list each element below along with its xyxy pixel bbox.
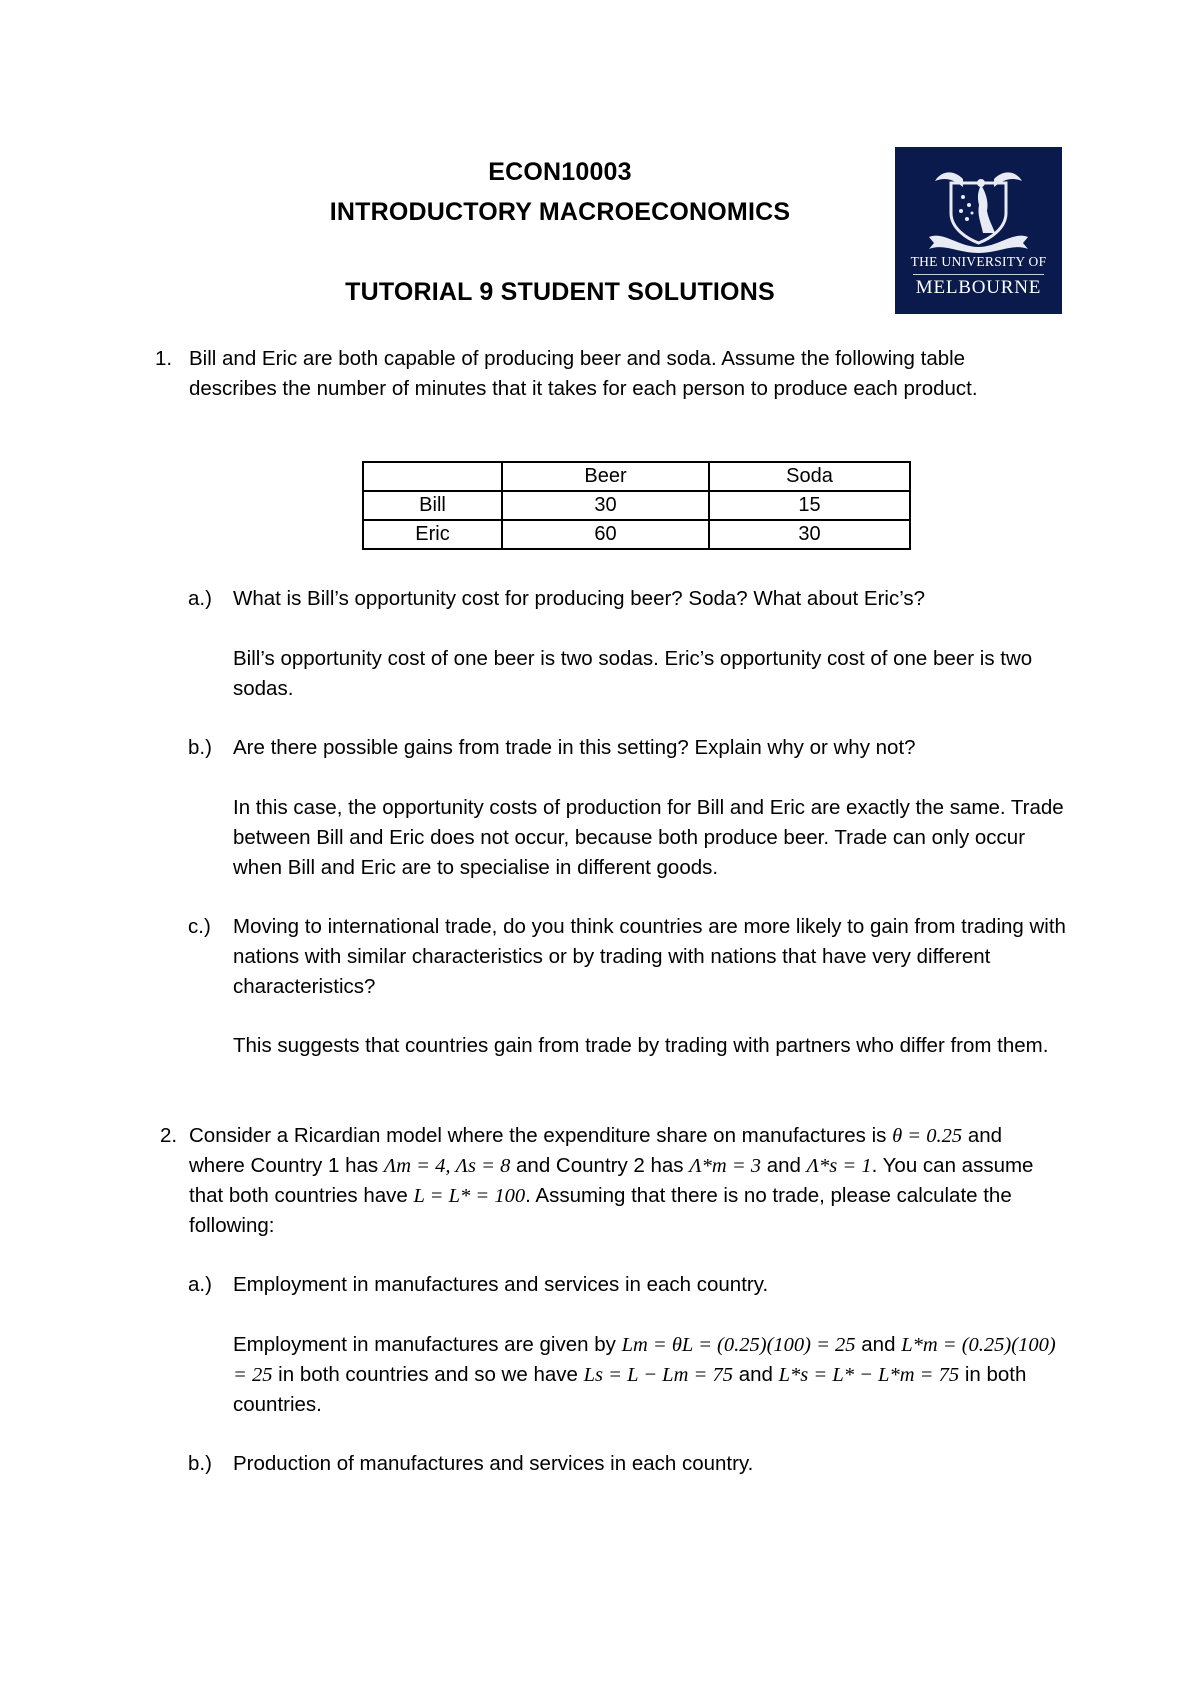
part-label: a.) xyxy=(188,1273,212,1296)
part-question: Moving to international trade, do you think countries are more likely to gain from trading with nations with similar characteristics or by trading with nations that have very different characteristics? xyxy=(233,915,1066,998)
part-question: What is Bill’s opportunity cost for producing beer? Soda? What about Eric’s? xyxy=(233,587,926,610)
university-logo xyxy=(895,147,1062,314)
question-text: Consider a Ricardian model where the expenditure share on manufactures is θ = 0.25 and where Country 1 has Λm = 4, Λs = 8 and Country 2 has Λ*m = 3 and Λ*s = 1. You can assume that both countries have L = L* = 100. Assuming that there is no trade, please calculate the following: xyxy=(189,1124,1034,1237)
math-country1-productivity: Λm = 4, Λs = 8 xyxy=(383,1155,511,1177)
math-labor: L = L* = 100 xyxy=(413,1185,526,1207)
table-cell: Eric xyxy=(363,520,502,549)
math-employment-manufactures: Lm = θL = (0.25)(100) = 25 xyxy=(621,1334,856,1356)
math-employment-services: Ls = L − Lm = 75 xyxy=(583,1364,733,1386)
logo-line-2: MELBOURNE xyxy=(915,277,1042,298)
table-cell: 30 xyxy=(709,520,910,549)
question-number: 2. xyxy=(160,1124,178,1147)
part-question: Are there possible gains from trade in this setting? Explain why or why not? xyxy=(233,736,916,759)
part-label: c.) xyxy=(188,915,211,938)
document-header xyxy=(250,152,870,312)
question-text: Bill and Eric are both capable of producing beer and soda. Assume the following table describes the number of minutes that it takes for each person to produce each product. xyxy=(189,347,978,400)
table-row xyxy=(363,520,910,549)
math-country2-services: Λ*s = 1 xyxy=(806,1155,872,1177)
table-header-cell: Soda xyxy=(709,462,910,491)
part-question: Employment in manufactures and services in each country. xyxy=(233,1273,769,1296)
part-answer: Employment in manufactures are given by Lm = θL = (0.25)(100) = 25 and L*m = (0.25)(100) = 25 in both countries and so we have Ls = L − Lm = 75 and L*s = L* − L*m = 75 in both countries. xyxy=(233,1333,1056,1416)
part-label: a.) xyxy=(188,587,212,610)
part-question: Production of manufactures and services in each country. xyxy=(233,1452,754,1475)
part-answer: Bill’s opportunity cost of one beer is two sodas. Eric’s opportunity cost of one beer is two sodas. xyxy=(233,647,1033,700)
table-cell: 60 xyxy=(502,520,709,549)
table-cell: 15 xyxy=(709,491,910,520)
table-header-row xyxy=(363,462,910,491)
math-employment-services-foreign: L*s = L* − L*m = 75 xyxy=(778,1364,960,1386)
table-row xyxy=(363,491,910,520)
table-header-cell: Beer xyxy=(502,462,709,491)
course-code: ECON10003 xyxy=(488,158,632,186)
question-number: 1. xyxy=(155,347,173,370)
part-label: b.) xyxy=(188,736,212,759)
crest-icon xyxy=(923,161,1034,253)
course-name: INTRODUCTORY MACROECONOMICS xyxy=(329,198,791,226)
math-country2-manufactures: Λ*m = 3 xyxy=(689,1155,762,1177)
logo-line-1: THE UNIVERSITY OF xyxy=(910,254,1047,269)
math-theta: θ = 0.25 xyxy=(892,1125,963,1147)
table-header-cell xyxy=(363,462,502,491)
part-label: b.) xyxy=(188,1452,212,1475)
part-answer: This suggests that countries gain from trade by trading with partners who differ from them. xyxy=(233,1034,1049,1057)
minutes-table xyxy=(362,461,911,550)
document-title: TUTORIAL 9 STUDENT SOLUTIONS xyxy=(345,278,775,306)
part-answer: In this case, the opportunity costs of production for Bill and Eric are exactly the same. Trade between Bill and Eric does not occur, because both produce beer. Trade can only occur when Bill and Eric are to specialise in different goods. xyxy=(233,796,1064,879)
table-cell: Bill xyxy=(363,491,502,520)
logo-divider xyxy=(913,274,1044,275)
table-cell: 30 xyxy=(502,491,709,520)
math-employment-manufactures-foreign: L*m = (0.25)(100) = 25 xyxy=(233,1334,1056,1386)
